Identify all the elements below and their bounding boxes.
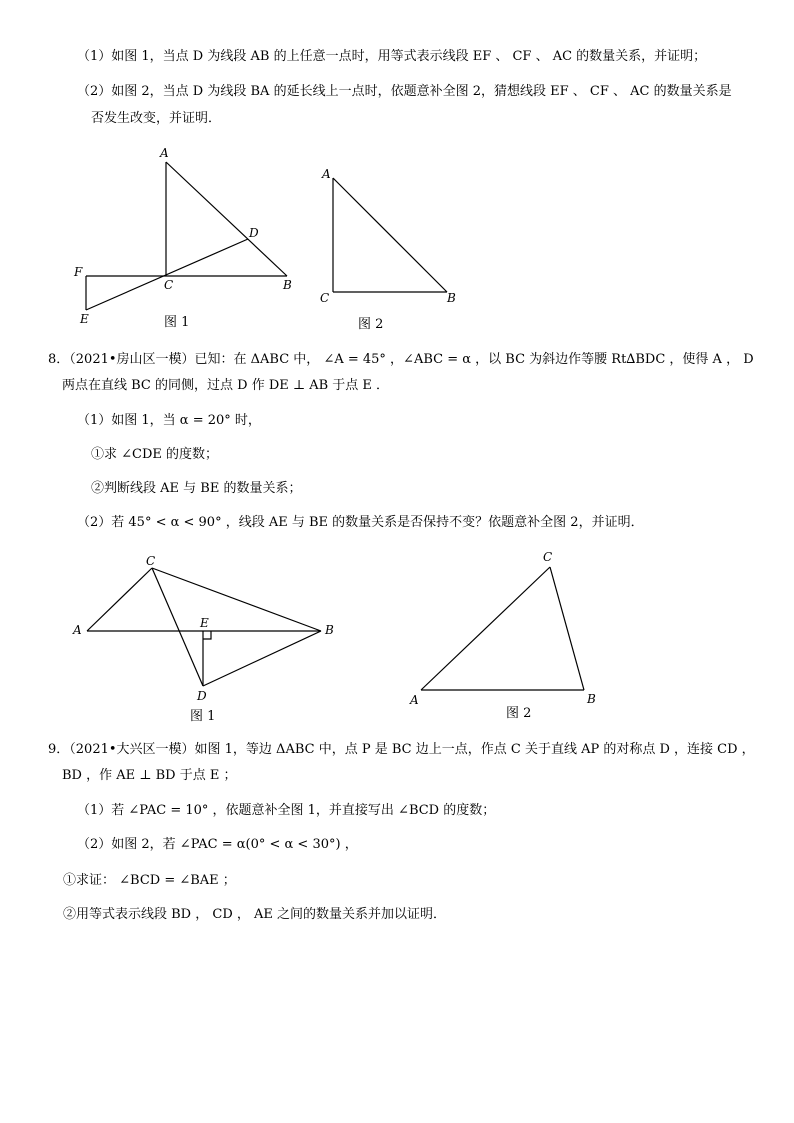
p9-stem-line1: 9．（2021•大兴区一模）如图 1，等边 ΔABC 中，点 P 是 BC 边上一点，作点 C 关于直线 AP 的对称点 D ，连接 CD ，	[48, 742, 755, 757]
p8-stem-line2: 两点在直线 BC 的同侧，过点 D 作 DE ⊥ AB 于点 E ．	[62, 378, 390, 393]
p7f1-label-a: A	[160, 146, 169, 160]
p7-fig1-caption: 图 1	[164, 315, 190, 330]
p9-part2: （2）如图 2，若 ∠PAC = α(0° < α < 30°) ，	[77, 837, 358, 852]
p8f1-label-d: D	[197, 689, 207, 703]
p8f1-label-b: B	[325, 623, 334, 637]
p7f1-label-e: E	[80, 312, 89, 326]
p8f1-label-e: E	[200, 616, 209, 630]
p7-part2-line1: （2）如图 2，当点 D 为线段 BA 的延长线上一点时，依题意补全图 2，猜想线段 EF 、 CF 、 AC 的数量关系是	[77, 84, 732, 99]
p7f1-label-c: C	[164, 278, 174, 292]
p8f1-label-c: C	[146, 554, 156, 568]
p8-part1: （1）如图 1，当 α = 20° 时，	[77, 413, 261, 428]
p8f2-label-b: B	[587, 692, 596, 706]
p8-stem-line1: 8．（2021•房山区一模）已知：在 ΔABC 中， ∠A = 45° ，∠ABC = α ，以 BC 为斜边作等腰 Rt∆BDC ，使得 A ， D	[48, 352, 754, 367]
p7f1-label-b: B	[283, 278, 292, 292]
p8-fig2-caption: 图 2	[506, 706, 532, 721]
p8f2-label-a: A	[410, 693, 419, 707]
p7-part2-line2: 否发生改变，并证明．	[91, 111, 222, 126]
p7-part1: （1）如图 1，当点 D 为线段 AB 的上任意一点时，用等式表示线段 EF 、 CF 、 AC 的数量关系，并证明；	[77, 49, 707, 64]
p7f2-label-b: B	[447, 291, 456, 305]
p8-fig1-caption: 图 1	[190, 709, 216, 724]
p8f1-label-a: A	[73, 623, 82, 637]
p9-stem-line2: BD ，作 AE ⊥ BD 于点 E ；	[62, 768, 237, 783]
p8-sub1: ①求 ∠CDE 的度数；	[91, 447, 219, 462]
p7-fig2-caption: 图 2	[358, 317, 384, 332]
p8-part2: （2）若 45° < α < 90° ，线段 AE 与 BE 的数量关系是否保持不变？依题意补全图 2，并证明．	[77, 515, 644, 530]
p8f2-label-c: C	[543, 550, 553, 564]
p7f1-label-f: F	[74, 265, 83, 279]
p7f2-label-a: A	[322, 167, 331, 181]
p7f2-label-c: C	[320, 291, 330, 305]
p9-part1: （1）若 ∠PAC = 10° ，依题意补全图 1，并直接写出 ∠BCD 的度数；	[77, 803, 496, 818]
p8-sub2: ②判断线段 AE 与 BE 的数量关系；	[91, 481, 302, 496]
p9-sub2: ②用等式表示线段 BD ， CD ， AE 之间的数量关系并加以证明．	[63, 907, 447, 922]
p7f1-label-d: D	[249, 226, 259, 240]
p9-sub1: ①求证： ∠BCD = ∠BAE ；	[63, 873, 236, 888]
